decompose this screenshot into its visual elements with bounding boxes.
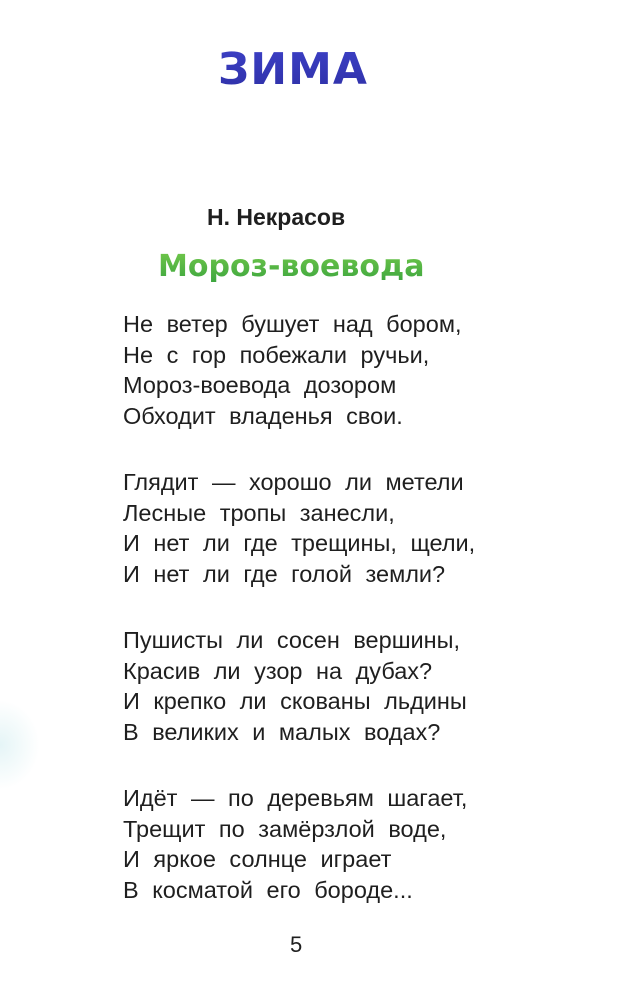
poem-line: Не ветер бушует над бором,	[123, 311, 462, 337]
stanza-1	[123, 309, 523, 431]
stanza-4	[123, 783, 523, 905]
poem-line: Пушисты ли сосен вершины,	[123, 627, 461, 653]
poem-line: И нет ли где голой земли?	[123, 560, 446, 587]
poem-line: В косматой его бороде...	[123, 876, 413, 903]
poem-body	[123, 309, 523, 941]
poem-line: И крепко ли скованы льдины	[123, 688, 467, 714]
poem-line: Не с гор побежали ручьи,	[123, 341, 430, 368]
poem-line: Красив ли узор на дубах?	[123, 657, 433, 684]
stanza-3	[123, 625, 523, 747]
page-number: 5	[290, 932, 303, 957]
poem-line: В великих и малых водах?	[123, 718, 441, 745]
poem-line: Мороз-воевода дозором	[123, 372, 397, 398]
poem-line: Идёт — по деревьям шагает,	[123, 785, 468, 811]
page-smudge	[0, 700, 40, 790]
poem-line: Трещит по замёрзлой воде,	[123, 815, 447, 842]
stanza-2	[123, 467, 523, 589]
poem-line: И нет ли где трещины, щели,	[123, 530, 476, 556]
poem-line: И яркое солнце играет	[123, 846, 392, 872]
poem-author: Н. Некрасов	[207, 204, 346, 230]
poem-line: Глядит — хорошо ли метели	[123, 469, 464, 495]
section-title: ЗИМА	[218, 44, 368, 95]
poem-line: Лесные тропы занесли,	[123, 499, 395, 526]
poem-line: Обходит владенья свои.	[123, 402, 403, 429]
poem-title: Мороз-воевода	[158, 249, 425, 284]
